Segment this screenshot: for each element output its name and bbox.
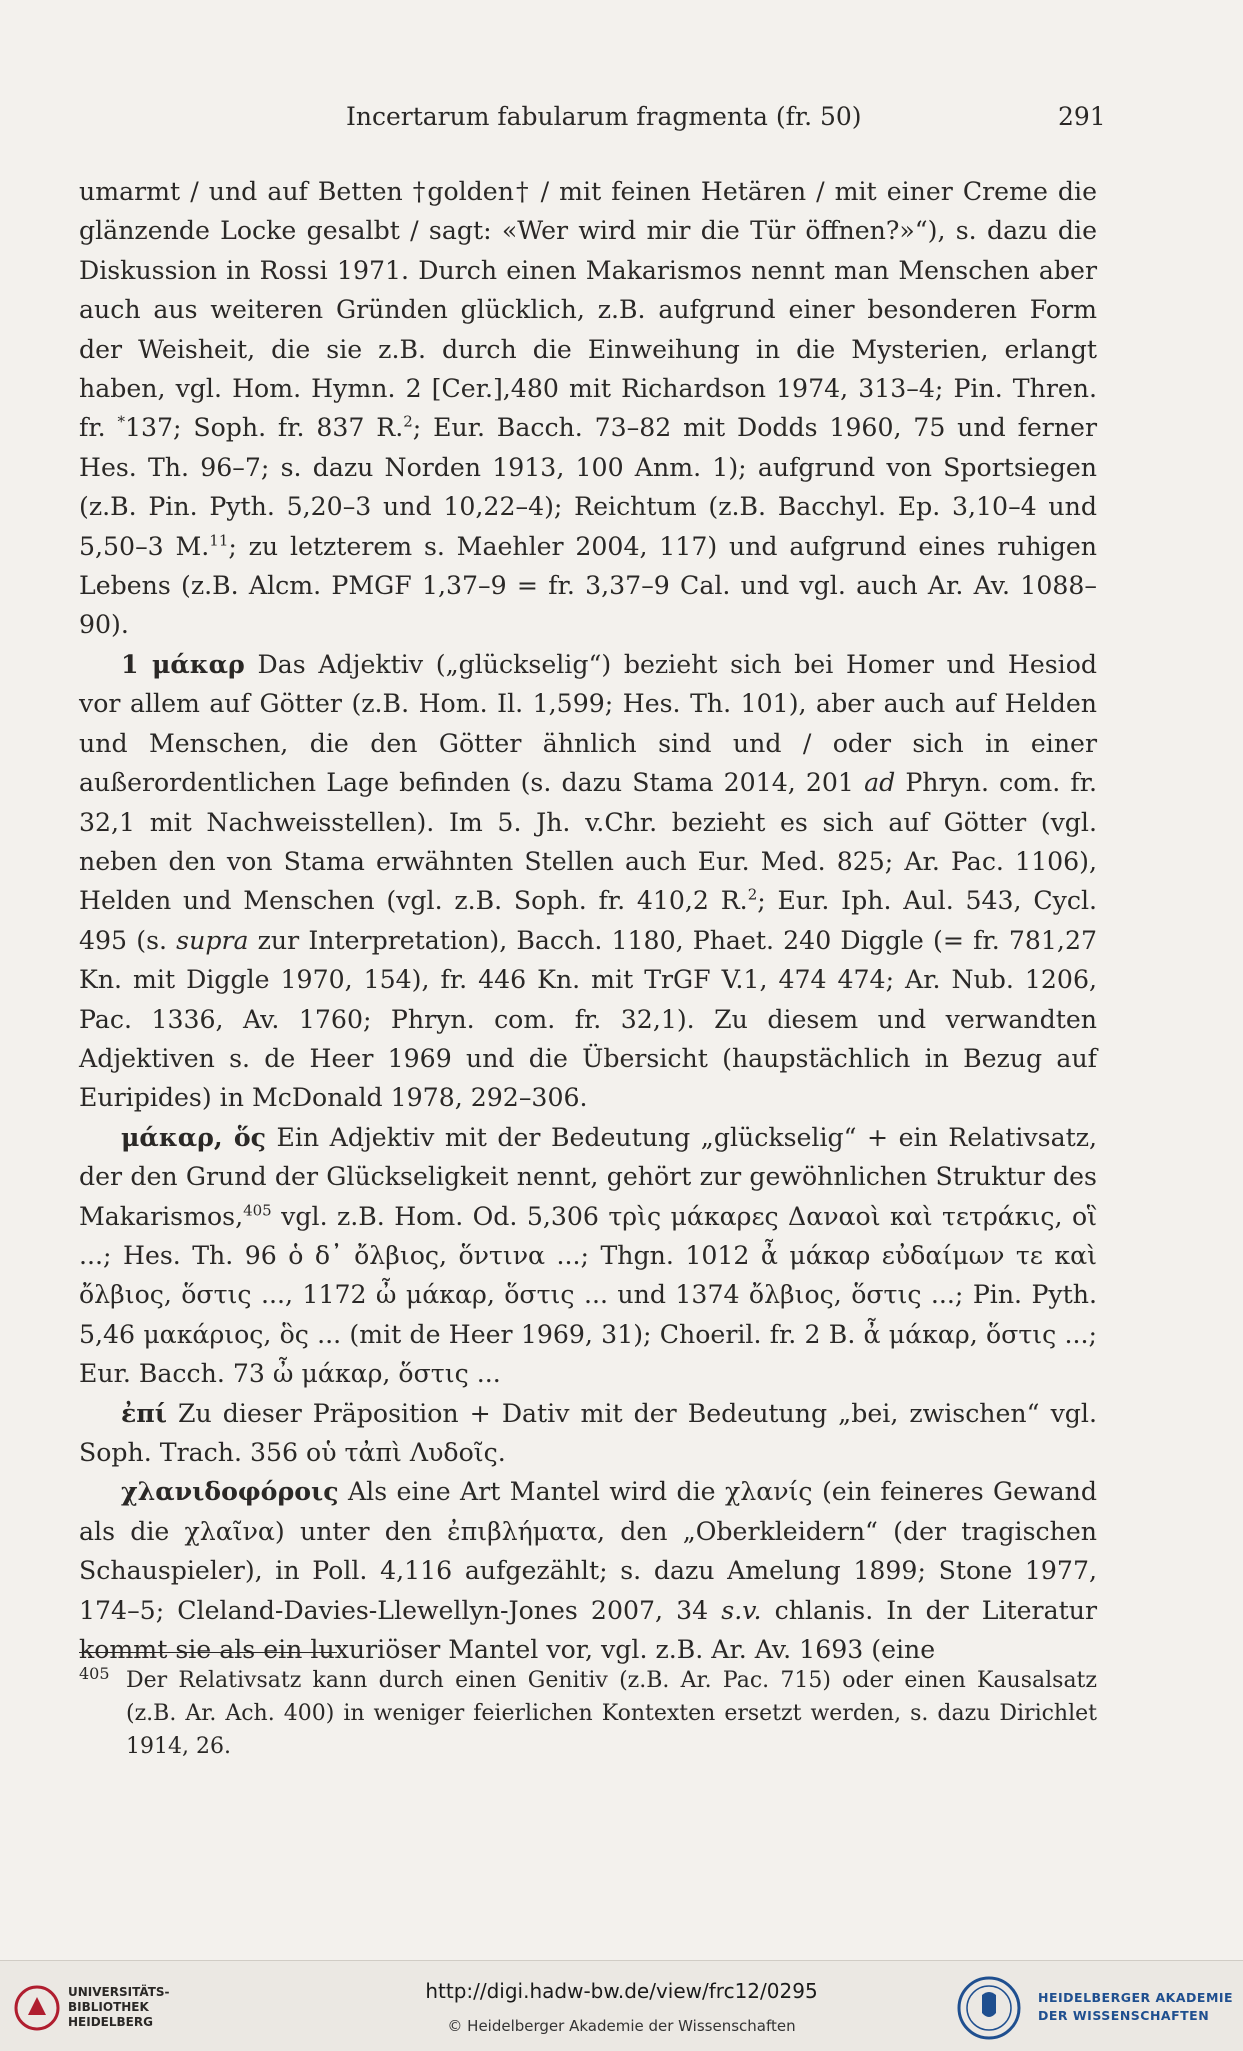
body-text bbox=[79, 172, 1097, 1669]
running-head bbox=[0, 102, 1243, 142]
footnote-number: 405 bbox=[79, 1664, 110, 1683]
text-run: Ein Adjektiv mit der Bedeutung „glückselig“ + ein Relativsatz, der den Grund der Glückseligkeit nennt, gehört zur gewöhnlichen Struktur des Makarismos, bbox=[79, 1122, 1097, 1231]
lemma: μάκαρ, ὅς bbox=[121, 1121, 266, 1152]
running-title: Incertarum fabularum fragmenta (fr. 50) bbox=[346, 102, 862, 131]
text-run: supra bbox=[176, 925, 249, 955]
text-run: ; zu letzterem s. Maehler 2004, 117) und aufgrund eines ruhigen Lebens (z.B. Alcm. PMGF 1,37–9 = fr. 3,37–9 Cal. und vgl. auch Ar. Av. 1088–90). bbox=[79, 531, 1097, 640]
academy-seal-icon bbox=[956, 1975, 1022, 2041]
text-run: ; Eur. Bacch. 73–82 mit Dodds 1960, 75 und ferner Hes. Th. 96–7; s. dazu Norden 1913, 100 Anm. 1); aufgrund von Sportsiegen (z.B. Pin. Pyth. 5,20–3 und 10,22–4); Reichtum (z.B. Bacchyl. Ep. 3,10–4 und 5,50–3 M. bbox=[79, 413, 1098, 561]
superscript: 11 bbox=[209, 531, 229, 550]
text-run: ad bbox=[864, 768, 896, 798]
lemma: χλανιδοφόροις bbox=[121, 1476, 339, 1507]
paragraph bbox=[79, 1472, 1097, 1669]
paragraph bbox=[79, 645, 1097, 1118]
page-url-link[interactable]: http://digi.hadw-bw.de/view/frc12/0295 bbox=[425, 1979, 818, 2003]
text-run: Zu dieser Präposition + Dativ mit der Bedeutung „bei, zwischen“ vgl. Soph. Trach. 356 οὑ τἀπὶ Λυδοῖς. bbox=[79, 1398, 1097, 1467]
text-run: Als eine Art Mantel wird die χλανίς (ein feineres Gewand als die χλαῖνα) unter den ἐπιβλήματα, den „Oberkleidern“ (der tragischen Schauspieler), in Poll. 4,116 aufgezählt; s. dazu Amelung 1899; Stone 1977, 174–5; Cleland-Davies-Llewellyn-Jones 2007, 34 bbox=[79, 1477, 1097, 1625]
text-run: chlanis. In der Literatur kommt sie als ein luxuriöser Mantel vor, vgl. z.B. Ar. Av. 1693 (eine bbox=[79, 1595, 1097, 1665]
superscript: * bbox=[117, 413, 125, 432]
paragraph bbox=[79, 172, 1097, 645]
text-run: ; Eur. Iph. Aul. 543, Cycl. 495 (s. bbox=[79, 886, 1098, 955]
copyright-notice: © Heidelberger Akademie der Wissenschaften bbox=[447, 2017, 796, 2035]
page-number: 291 bbox=[1058, 102, 1106, 131]
library-name: UNIVERSITÄTS- BIBLIOTHEK HEIDELBERG bbox=[68, 1985, 170, 2029]
text-run: umarmt / und auf Betten †golden† / mit feinen Hetären / mit einer Creme die glänzende Locke gesalbt / sagt: «Wer wird mir die Tür öffnen?»“), s. dazu die Diskussion in Rossi 1971. Durch einen Makarismos nennt man Menschen aber auch aus weiteren Gründen glücklich, z.B. aufgrund einer besonderen Form der Weisheit, die sie z.B. durch die Einweihung in die Mysterien, erlangt haben, vgl. Hom. Hymn. 2 [Cer.],480 mit Richardson 1974, 313–4; Pin. Thren. fr. bbox=[79, 177, 1097, 443]
footnote-rule bbox=[79, 1652, 337, 1653]
superscript: 2 bbox=[403, 413, 413, 432]
superscript: 2 bbox=[747, 885, 758, 904]
paragraph bbox=[79, 1118, 1097, 1394]
footnote-text: Der Relativsatz kann durch einen Genitiv (z.B. Ar. Pac. 715) oder einen Kausalsatz (z.B. Ar. Ach. 400) in weniger feierlichen Kontexten ersetzt werden, s. dazu Dirichlet 1914, 26. bbox=[126, 1668, 1097, 1759]
footnote-405 bbox=[79, 1664, 1097, 1763]
text-run: Phryn. com. fr. 32,1 mit Nachweisstellen). Im 5. Jh. v.Chr. bezieht es sich auf Götter (vgl. neben den von Stama erwähnten Stellen auch Eur. Med. 825; Ar. Pac. 1106), Helden und Menschen (vgl. z.B. Soph. fr. 410,2 R. bbox=[79, 768, 1097, 916]
lemma: 1 μάκαρ bbox=[121, 648, 245, 679]
text-run: 137; Soph. fr. 837 R. bbox=[124, 413, 404, 443]
text-run: vgl. z.B. Hom. Od. 5,306 τρὶς μάκαρες Δαναοὶ καὶ τετράκις, οἳ ...; Hes. Th. 96 ὁ δ᾽ ὄλβιος, ὅντινα ...; Thgn. 1012 ἆ μάκαρ εὐδαίμων τε καὶ ὄλβιος, ὅστις ..., 1172 ὦ μάκαρ, ὅστις ... und 1374 ὄλβιος, ὅστις ...; Pin. Pyth. 5,46 μακάριος, ὃς ... (mit de Heer 1969, 31); Choeril. fr. 2 B. ἆ μάκαρ, ὅστις ...; Eur. Bacch. 73 ὦ μάκαρ, ὅστις ... bbox=[79, 1201, 1097, 1389]
lemma: ἐπί bbox=[121, 1397, 167, 1428]
academy-logo[interactable] bbox=[956, 1975, 1236, 2039]
text-run: Das Adjektiv („glückselig“) bezieht sich bei Homer und Hesiod vor allem auf Götter (z.B. Hom. Il. 1,599; Hes. Th. 101), aber auch auf Helden und Menschen, die den Götter ähnlich sind und / oder sich in einer außerordentlichen Lage befinden (s. dazu Stama 2014, 201 bbox=[79, 649, 1098, 798]
viewer-footer bbox=[0, 1960, 1243, 2051]
paragraph bbox=[79, 1394, 1097, 1473]
superscript: 405 bbox=[243, 1201, 272, 1220]
text-run: zur Interpretation), Bacch. 1180, Phaet. 240 Diggle (= fr. 781,27 Kn. mit Diggle 1970, 154), fr. 446 Kn. mit TrGF V.1, 474 474; Ar. Nub. 1206, Pac. 1336, Av. 1760; Phryn. com. fr. 32,1). Zu diesem und verwandten Adjektiven s. de Heer 1969 und die Übersicht (haupstächlich in Bezug auf Euripides) in McDonald 1978, 292–306. bbox=[79, 925, 1097, 1113]
academy-name: HEIDELBERGER AKADEMIE DER WISSENSCHAFTEN bbox=[1038, 1990, 1234, 2023]
text-run: s.v. bbox=[721, 1595, 762, 1625]
